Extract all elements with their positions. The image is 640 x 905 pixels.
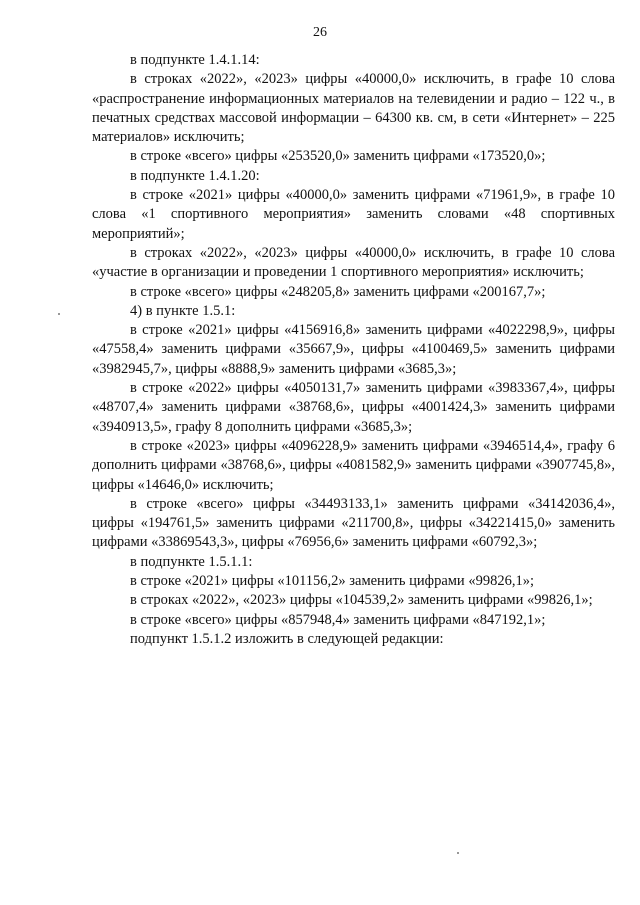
scan-speck (58, 313, 60, 315)
paragraph: в строке «2021» цифры «40000,0» заменить цифрами «71961,9», в графе 10 слова «1 спортивного мероприятия» заменить словами «48 спортивных мероприятий»; (92, 187, 615, 242)
paragraph: 4) в пункте 1.5.1: (130, 302, 236, 319)
paragraph: в строках «2022», «2023» цифры «104539,2» заменить цифрами «99826,1»; (130, 592, 593, 609)
paragraph: в строке «всего» цифры «253520,0» заменить цифрами «173520,0»; (130, 148, 546, 165)
paragraph: в строках «2022», «2023» цифры «40000,0» исключить, в графе 10 слова «распространение информационных материалов на телевидении и радио – 122 ч., в печатных средствах массовой информации – 64300 кв. см, в сети «Интернет» – 225 материалов» исключить; (92, 71, 615, 146)
paragraph: в строке «2021» цифры «4156916,8» заменить цифрами «4022298,9», цифры «47558,4» заменить цифрами «35667,9», цифры «4100469,5» заменить цифрами «3982945,7», цифры «8888,9» заменить цифрами «3685,3»; (92, 322, 615, 377)
scan-speck (457, 852, 459, 854)
paragraph: в строке «2021» цифры «101156,2» заменить цифрами «99826,1»; (130, 573, 534, 590)
paragraph: в подпункте 1.4.1.20: (130, 167, 260, 184)
paragraph: в строке «всего» цифры «248205,8» заменить цифрами «200167,7»; (130, 283, 546, 300)
paragraph: в строке «всего» цифры «857948,4» заменить цифрами «847192,1»; (130, 611, 546, 628)
paragraph: подпункт 1.5.1.2 изложить в следующей редакции: (130, 630, 444, 647)
paragraph: в строке «2023» цифры «4096228,9» заменить цифрами «3946514,4», графу 6 дополнить цифрами «38768,6», цифры «4081582,9» заменить цифрами «3907745,8», цифры «14646,0» исключить; (92, 437, 615, 493)
paragraph: в строке «2022» цифры «4050131,7» заменить цифрами «3983367,4», цифры «48707,4» заменить цифрами «38768,6», цифры «4001424,3» заменить цифрами «3940913,5», графу 8 дополнить цифрами «3685,3»; (92, 380, 615, 435)
page-number: 26 (313, 25, 327, 40)
document-body (92, 51, 615, 649)
paragraph: в строке «всего» цифры «34493133,1» заменить цифрами «34142036,4», цифры «194761,5» заменить цифрами «211700,8», цифры «34221415,0» заменить цифрами «33869543,3», цифры «76956,6» заменить цифрами «60792,3»; (92, 495, 615, 551)
paragraph: в подпункте 1.4.1.14: (130, 52, 260, 68)
paragraph: в строках «2022», «2023» цифры «40000,0» исключить, в графе 10 слова «участие в организации и проведении 1 спортивного мероприятия» исключить; (92, 244, 615, 281)
paragraph: в подпункте 1.5.1.1: (130, 553, 253, 570)
